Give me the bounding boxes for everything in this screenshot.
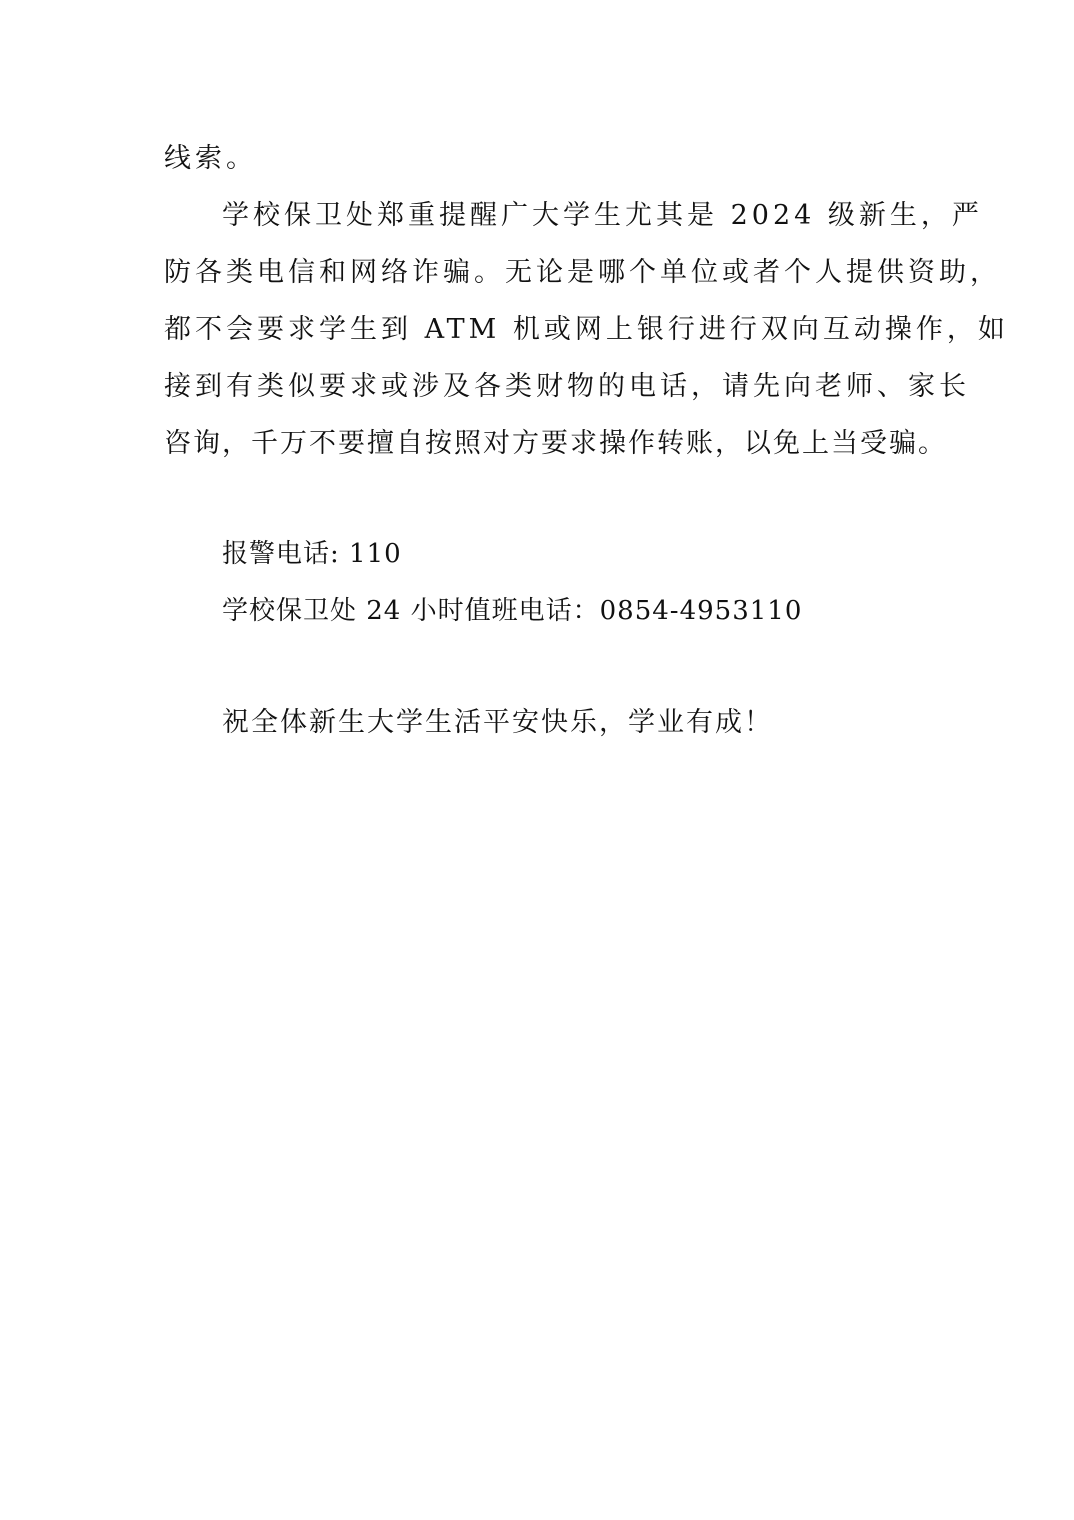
paragraph-line-3: 防各类电信和网络诈骗。无论是哪个单位或者个人提供资助， [164,257,1001,288]
security-office-phone: 学校保卫处 24 小时值班电话：0854-4953110 [222,596,803,626]
closing-wish: 祝全体新生大学生活平安快乐，学业有成！ [222,707,773,738]
police-phone: 报警电话: 110 [222,539,402,569]
paragraph-line-2: 学校保卫处郑重提醒广大学生尤其是 2024 级新生，严 [222,200,983,231]
paragraph-line-6: 咨询，千万不要擅自按照对方要求操作转账，以免上当受骗。 [164,428,947,459]
paragraph-line-4: 都不会要求学生到 ATM 机或网上银行进行双向互动操作，如 [164,314,1009,345]
paragraph-line-5: 接到有类似要求或涉及各类财物的电话，请先向老师、家长 [164,371,970,402]
paragraph-line-1: 线索。 [164,143,257,174]
